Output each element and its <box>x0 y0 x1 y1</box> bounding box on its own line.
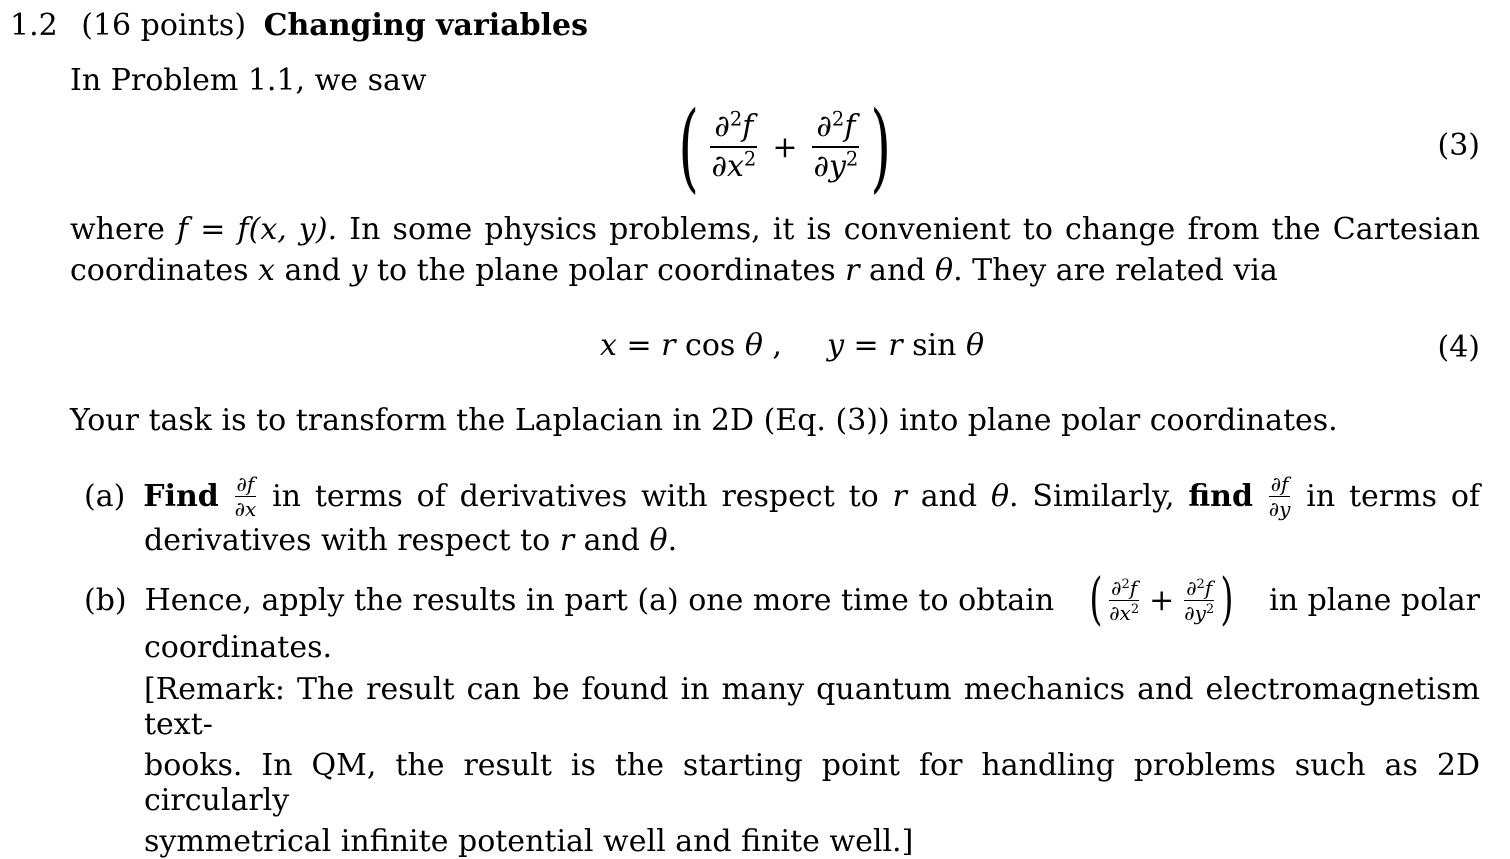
section-title: Changing variables <box>263 8 588 43</box>
equation-4: x = r cos θ , y = r sin θ <box>600 328 985 363</box>
part-a-label: (a) <box>84 479 126 514</box>
paragraph-cartesian <box>70 212 1480 288</box>
right-paren: ) <box>870 91 892 203</box>
remark <box>144 672 1480 859</box>
intro-text: In Problem 1.1, we saw <box>70 63 427 98</box>
section-points: (16 points) <box>81 8 247 43</box>
task-text: Your task is to transform the Laplacian in 2D (Eq. (3)) into plane polar coordinates. <box>70 403 1338 438</box>
paragraph-line-2: coordinates x and y to the plane polar coordinates r and θ. They are related via <box>70 253 1278 288</box>
part-a-line-1: Find $\frac{\partial f}{\partial x}$ in terms of derivatives with respect to r and θ. Similarly, find $\frac{\partial f}{\partial y}$ in terms of <box>143 472 1480 521</box>
part-b <box>84 567 1480 665</box>
fraction-d2f-dy2: $\frac{\partial^2f}{\partial y^2}$ <box>813 107 859 184</box>
equation-3-number: (3) <box>1437 128 1480 163</box>
part-a <box>84 474 1480 558</box>
remark-line-3: symmetrical infinite potential well and finite well.] <box>144 824 914 859</box>
plus-sign: + <box>772 129 798 165</box>
equation-3 <box>670 92 900 202</box>
paragraph-line-1: where f = f(x, y). In some physics problems, it is convenient to change from the Cartesian <box>70 212 1480 247</box>
section-number: 1.2 <box>10 8 58 43</box>
part-a-line-2: derivatives with respect to r and θ. <box>144 523 678 558</box>
laplacian-inline: ( $\frac{\partial^2f}{\partial x^2}$ + $\frac{\partial^2f}{\partial y^2}$ ) <box>1089 567 1234 632</box>
part-b-label: (b) <box>84 582 127 618</box>
remark-line-2: books. In QM, the result is the starting point for handling problems such as 2D circularly <box>144 748 1480 818</box>
part-b-line-1: Hence, apply the results in part (a) one more time to obtain ( $\frac{\partial^2f}{\partial x^2}$ + $\frac{\partial^2f}{\partial y^2}$ ) in plane polar <box>144 567 1480 632</box>
section-heading <box>10 8 588 43</box>
remark-line-1: [Remark: The result can be found in many quantum mechanics and electromagnetism text- <box>144 672 1480 742</box>
left-paren: ( <box>678 91 700 203</box>
fraction-d2f-dx2: $\frac{\partial^2f}{\partial x^2}$ <box>711 107 757 184</box>
part-b-line-2: coordinates. <box>144 630 333 665</box>
equation-4-number: (4) <box>1437 330 1480 365</box>
